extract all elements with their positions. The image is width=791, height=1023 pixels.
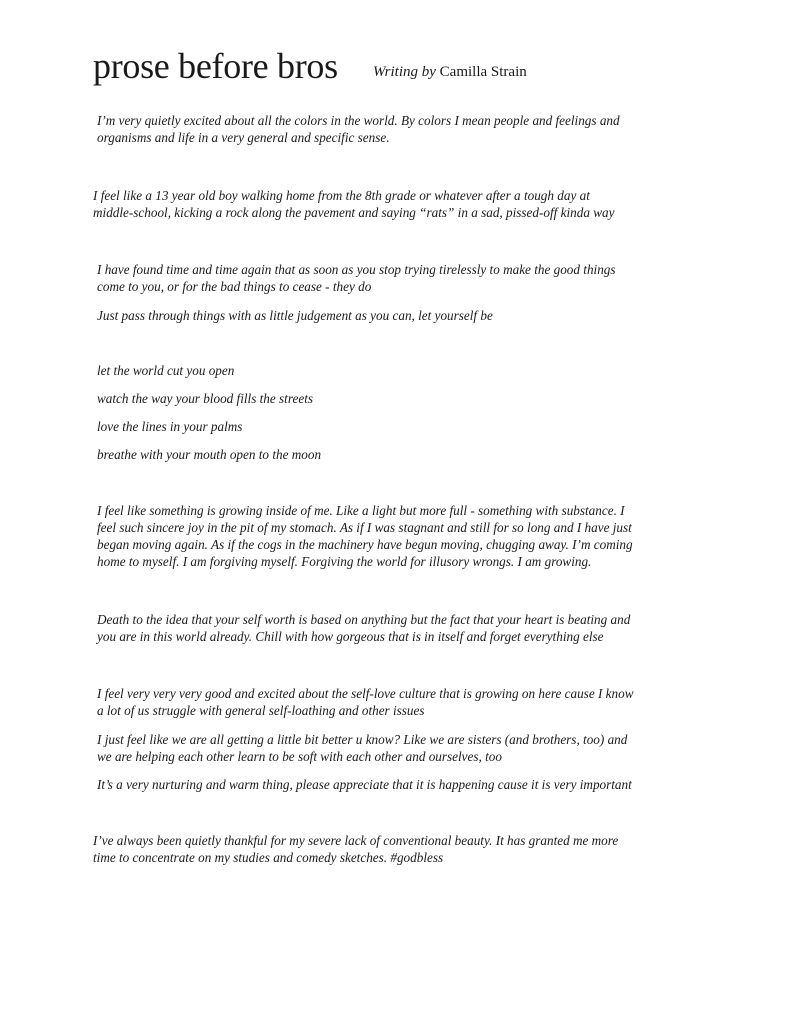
byline-lead: Writing by xyxy=(373,64,436,80)
poem-line-2 xyxy=(97,390,313,407)
paragraph-line: breathe with your mouth open to the moon xyxy=(97,447,322,462)
paragraph-line: love the lines in your palms xyxy=(97,419,243,434)
page-title: prose before bros xyxy=(93,46,338,86)
paragraph-line: Just pass through things with as little judgement as you can, let yourself be xyxy=(97,308,493,323)
paragraph-line: a lot of us struggle with general self-loathing and other issues xyxy=(97,703,425,718)
paragraph-line: organisms and life in a very general and specific sense. xyxy=(97,130,390,145)
paragraph-line: we are helping each other learn to be soft with each other and ourselves, too xyxy=(97,749,502,764)
paragraph-line: home to myself. I am forgiving myself. Forgiving the world for illusory wrongs. I am growing. xyxy=(97,554,592,569)
paragraph-line: It’s a very nurturing and warm thing, please appreciate that it is happening cause it is very important xyxy=(97,777,632,792)
paragraph-line: I’ve always been quietly thankful for my severe lack of conventional beauty. It has granted me more xyxy=(93,833,619,848)
paragraph-line: middle-school, kicking a rock along the pavement and saying “rats” in a sad, pissed-off kinda way xyxy=(93,205,615,220)
paragraph-self-worth xyxy=(97,611,630,645)
paragraph-line: I feel very very very good and excited about the self-love culture that is growing on here cause I know xyxy=(97,686,634,701)
paragraph-line: come to you, or for the bad things to cease - they do xyxy=(97,279,372,294)
paragraph-line: time to concentrate on my studies and comedy sketches. #godbless xyxy=(93,850,444,865)
paragraph-time-again xyxy=(97,261,616,295)
paragraph-growing xyxy=(97,502,633,570)
poem-line-3 xyxy=(97,418,242,435)
paragraph-boy-walking xyxy=(93,187,614,221)
paragraph-line: feel such sincere joy in the pit of my stomach. As if I was stagnant and still for so long and I have just xyxy=(97,520,632,535)
paragraph-line: you are in this world already. Chill with how gorgeous that is in itself and forget everything else xyxy=(97,629,604,644)
paragraph-line: began moving again. As if the cogs in the machinery have begun moving, chugging away. I’m coming xyxy=(97,537,633,552)
paragraph-line: watch the way your blood fills the streets xyxy=(97,391,313,406)
paragraph-line: I’m very quietly excited about all the colors in the world. By colors I mean people and feelings and xyxy=(97,113,620,128)
paragraph-line: I feel like a 13 year old boy walking home from the 8th grade or whatever after a tough day at xyxy=(93,188,590,203)
paragraph-thankful xyxy=(93,832,618,866)
paragraph-line: Death to the idea that your self worth is based on anything but the fact that your heart is beating and xyxy=(97,612,631,627)
paragraph-line: I just feel like we are all getting a little bit better u know? Like we are sisters (and brothers, too) and xyxy=(97,732,628,747)
byline-author: Camilla Strain xyxy=(439,64,527,80)
poem-line-4 xyxy=(97,446,321,463)
paragraph-self-love xyxy=(97,685,634,719)
byline xyxy=(373,62,527,82)
poem-line-1 xyxy=(97,362,234,379)
paragraph-pass-through xyxy=(97,307,493,324)
paragraph-colors xyxy=(97,112,620,146)
paragraph-sisters xyxy=(97,731,627,765)
paragraph-nurturing xyxy=(97,776,632,793)
paragraph-line: I have found time and time again that as soon as you stop trying tirelessly to make the good things xyxy=(97,262,616,277)
paragraph-line: let the world cut you open xyxy=(97,363,235,378)
paragraph-line: I feel like something is growing inside of me. Like a light but more full - something with substance. I xyxy=(97,503,625,518)
